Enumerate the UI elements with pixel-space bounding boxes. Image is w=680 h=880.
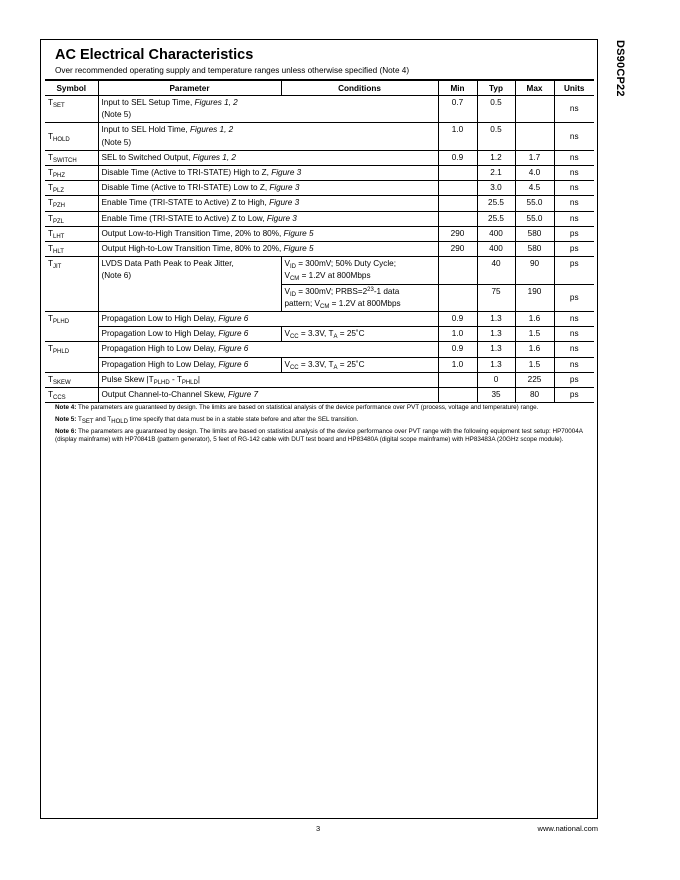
symbol-cell: $T_{SWITCH}$ [45, 150, 98, 165]
max-cell: 90 [515, 257, 554, 284]
typ-cell: 1.2 [477, 150, 515, 165]
header-units: Units [554, 80, 594, 96]
typ-cell: 400 [477, 226, 515, 241]
header-max: Max [515, 80, 554, 96]
symbol-cell: $T_{LHT}$ [45, 226, 98, 241]
units-cell: ps [554, 257, 594, 284]
units-cell: ns [554, 181, 594, 196]
table-row [45, 96, 594, 123]
typ-cell: 25.5 [477, 211, 515, 226]
units-cell: ns [554, 150, 594, 165]
parameter-cell: Disable Time (Active to TRI-STATE) Low to Z, Figure 3 [98, 181, 438, 196]
table-row [45, 312, 594, 327]
units-cell: ps [554, 284, 594, 311]
units-cell: ns [554, 312, 594, 327]
parameter-cell: Disable Time (Active to TRI-STATE) High to Z, Figure 3 [98, 166, 438, 181]
min-cell: 1.0 [438, 123, 477, 150]
symbol-cell: $T_{CCS}$ [45, 388, 98, 403]
header-symbol: Symbol [45, 80, 98, 96]
min-cell: 290 [438, 226, 477, 241]
max-cell: 1.5 [515, 357, 554, 372]
units-cell: ps [554, 372, 594, 387]
table-row [45, 166, 594, 181]
units-cell: ns [554, 196, 594, 211]
max-cell: 225 [515, 372, 554, 387]
typ-cell: 2.1 [477, 166, 515, 181]
symbol-cell: $T_{PZH}$ [45, 196, 98, 211]
parameter-cell: Output High-to-Low Transition Time, 80% to 20%, Figure 5 [98, 242, 438, 257]
symbol-cell: $T_{SKEW}$ [45, 372, 98, 387]
min-cell [438, 372, 477, 387]
parameter-cell: Output Low-to-High Transition Time, 20% to 80%, Figure 5 [98, 226, 438, 241]
units-cell: ps [554, 242, 594, 257]
symbol-cell: $T_{PHZ}$ [45, 166, 98, 181]
typ-cell: 75 [477, 284, 515, 311]
max-cell: 1.6 [515, 342, 554, 357]
ac-characteristics-table [45, 79, 594, 403]
typ-cell: 1.3 [477, 312, 515, 327]
typ-cell: 3.0 [477, 181, 515, 196]
condition-cell: $V_{ID} = 300mV$; 50% Duty Cycle; $V_{CM} = 1.2V$ at 800Mbps [281, 257, 438, 284]
max-cell: 1.6 [515, 312, 554, 327]
parameter-cell: SEL to Switched Output, Figures 1, 2 [98, 150, 438, 165]
typ-cell: 25.5 [477, 196, 515, 211]
footer-url: www.national.com [537, 824, 598, 833]
typ-cell: 1.3 [477, 357, 515, 372]
note-5: Note 5: $T_{SET}$ and $T_{HOLD}$ time specify that data must be in a stable state before and after the SEL transition. [55, 415, 359, 425]
condition-cell: $V_{CC} = 3.3V$, $T_A$ = 25˚C [281, 357, 438, 372]
min-cell [438, 211, 477, 226]
condition-cell: $V_{CC} = 3.3V$, $T_A$ = 25˚C [281, 327, 438, 342]
table-row [45, 226, 594, 241]
typ-cell: 1.3 [477, 342, 515, 357]
parameter-cell: Input to SEL Hold Time, Figures 1, 2 (Note 5) [98, 123, 438, 150]
symbol-cell: $T_{PHLD}$ [45, 342, 98, 372]
table-row [45, 242, 594, 257]
min-cell [438, 284, 477, 311]
symbol-cell: $T_{JIT}$ [45, 257, 98, 312]
table-header-row [45, 80, 594, 96]
parameter-cell: Propagation Low to High Delay, Figure 6 [98, 312, 438, 327]
parameter-cell: Propagation Low to High Delay, Figure 6 [98, 327, 281, 342]
max-cell: 580 [515, 242, 554, 257]
parameter-cell: Pulse Skew $|T_{PLHD} - T_{PHLD}|$ [98, 372, 438, 387]
min-cell [438, 181, 477, 196]
max-cell [515, 123, 554, 150]
min-cell: 0.7 [438, 96, 477, 123]
table-row [45, 123, 594, 150]
symbol-cell: $T_{PLZ}$ [45, 181, 98, 196]
header-parameter: Parameter [98, 80, 281, 96]
typ-cell: 0 [477, 372, 515, 387]
parameter-cell: Output Channel-to-Channel Skew, Figure 7 [98, 388, 438, 403]
units-cell: ns [554, 327, 594, 342]
symbol-cell: $T_{PZL}$ [45, 211, 98, 226]
notes-section [55, 404, 583, 448]
section-title: AC Electrical Characteristics [55, 47, 254, 63]
table-row [45, 196, 594, 211]
min-cell [438, 196, 477, 211]
parameter-cell: Enable Time (TRI-STATE to Active) Z to Low, Figure 3 [98, 211, 438, 226]
units-cell: ns [554, 357, 594, 372]
min-cell: 1.0 [438, 327, 477, 342]
typ-cell: 400 [477, 242, 515, 257]
parameter-cell: Propagation High to Low Delay, Figure 6 [98, 342, 438, 357]
parameter-cell: Enable Time (TRI-STATE to Active) Z to High, Figure 3 [98, 196, 438, 211]
symbol-cell: $T_{SET}$ [45, 96, 98, 123]
table-row [45, 342, 594, 357]
part-number-side-label: DS90CP22 [614, 40, 626, 97]
min-cell: 0.9 [438, 342, 477, 357]
table-row [45, 372, 594, 387]
max-cell: 55.0 [515, 196, 554, 211]
units-cell: ps [554, 226, 594, 241]
table-row [45, 257, 594, 284]
symbol-cell: $T_{HOLD}$ [45, 123, 98, 150]
max-cell: 4.5 [515, 181, 554, 196]
header-min: Min [438, 80, 477, 96]
typ-cell: 0.5 [477, 123, 515, 150]
header-conditions: Conditions [281, 80, 438, 96]
header-typ: Typ [477, 80, 515, 96]
max-cell: 580 [515, 226, 554, 241]
parameter-cell: Propagation High to Low Delay, Figure 6 [98, 357, 281, 372]
max-cell: 4.0 [515, 166, 554, 181]
parameter-cell: Input to SEL Setup Time, Figures 1, 2 (Note 5) [98, 96, 438, 123]
min-cell: 0.9 [438, 150, 477, 165]
units-cell: ns [554, 123, 594, 150]
max-cell: 55.0 [515, 211, 554, 226]
note-6: Note 6: The parameters are guaranteed by design. The limits are based on statistical analysis of the device performance over PVT range with the following equipment test setup: HP70004A (display mainframe) with HP70841B (pattern generator), 5 feet of RG-142 cable with DUT test board and HP83480A (digital scope mainframe) with HP83483A (20GHz scope module). [55, 427, 584, 444]
parameter-cell: LVDS Data Path Peak to Peak Jitter, (Note 6) [98, 257, 281, 312]
table-row [45, 357, 594, 372]
table-row [45, 150, 594, 165]
units-cell: ns [554, 211, 594, 226]
table-row [45, 181, 594, 196]
units-cell: ns [554, 96, 594, 123]
symbol-cell: $T_{HLT}$ [45, 242, 98, 257]
min-cell [438, 257, 477, 284]
condition-cell: $V_{ID} = 300mV$; $PRBS=2^{23}-1$ data pattern; $V_{CM} = 1.2V$ at 800Mbps [281, 284, 438, 311]
note-4: Note 4: The parameters are guaranteed by design. The limits are based on statistical analysis of the device performance over PVT (process, voltage and temperature) range. [55, 404, 539, 411]
typ-cell: 35 [477, 388, 515, 403]
min-cell: 1.0 [438, 357, 477, 372]
units-cell: ps [554, 388, 594, 403]
max-cell [515, 96, 554, 123]
max-cell: 1.7 [515, 150, 554, 165]
section-subtitle: Over recommended operating supply and temperature ranges unless otherwise specified (Note 4) [55, 66, 410, 75]
max-cell: 80 [515, 388, 554, 403]
table-row [45, 388, 594, 403]
max-cell: 190 [515, 284, 554, 311]
min-cell [438, 166, 477, 181]
symbol-cell: $T_{PLHD}$ [45, 312, 98, 342]
min-cell: 290 [438, 242, 477, 257]
max-cell: 1.5 [515, 327, 554, 342]
table-row [45, 327, 594, 342]
typ-cell: 40 [477, 257, 515, 284]
page-number: 3 [316, 824, 321, 833]
table-row [45, 211, 594, 226]
min-cell: 0.9 [438, 312, 477, 327]
min-cell [438, 388, 477, 403]
typ-cell: 1.3 [477, 327, 515, 342]
typ-cell: 0.5 [477, 96, 515, 123]
units-cell: ns [554, 166, 594, 181]
units-cell: ns [554, 342, 594, 357]
